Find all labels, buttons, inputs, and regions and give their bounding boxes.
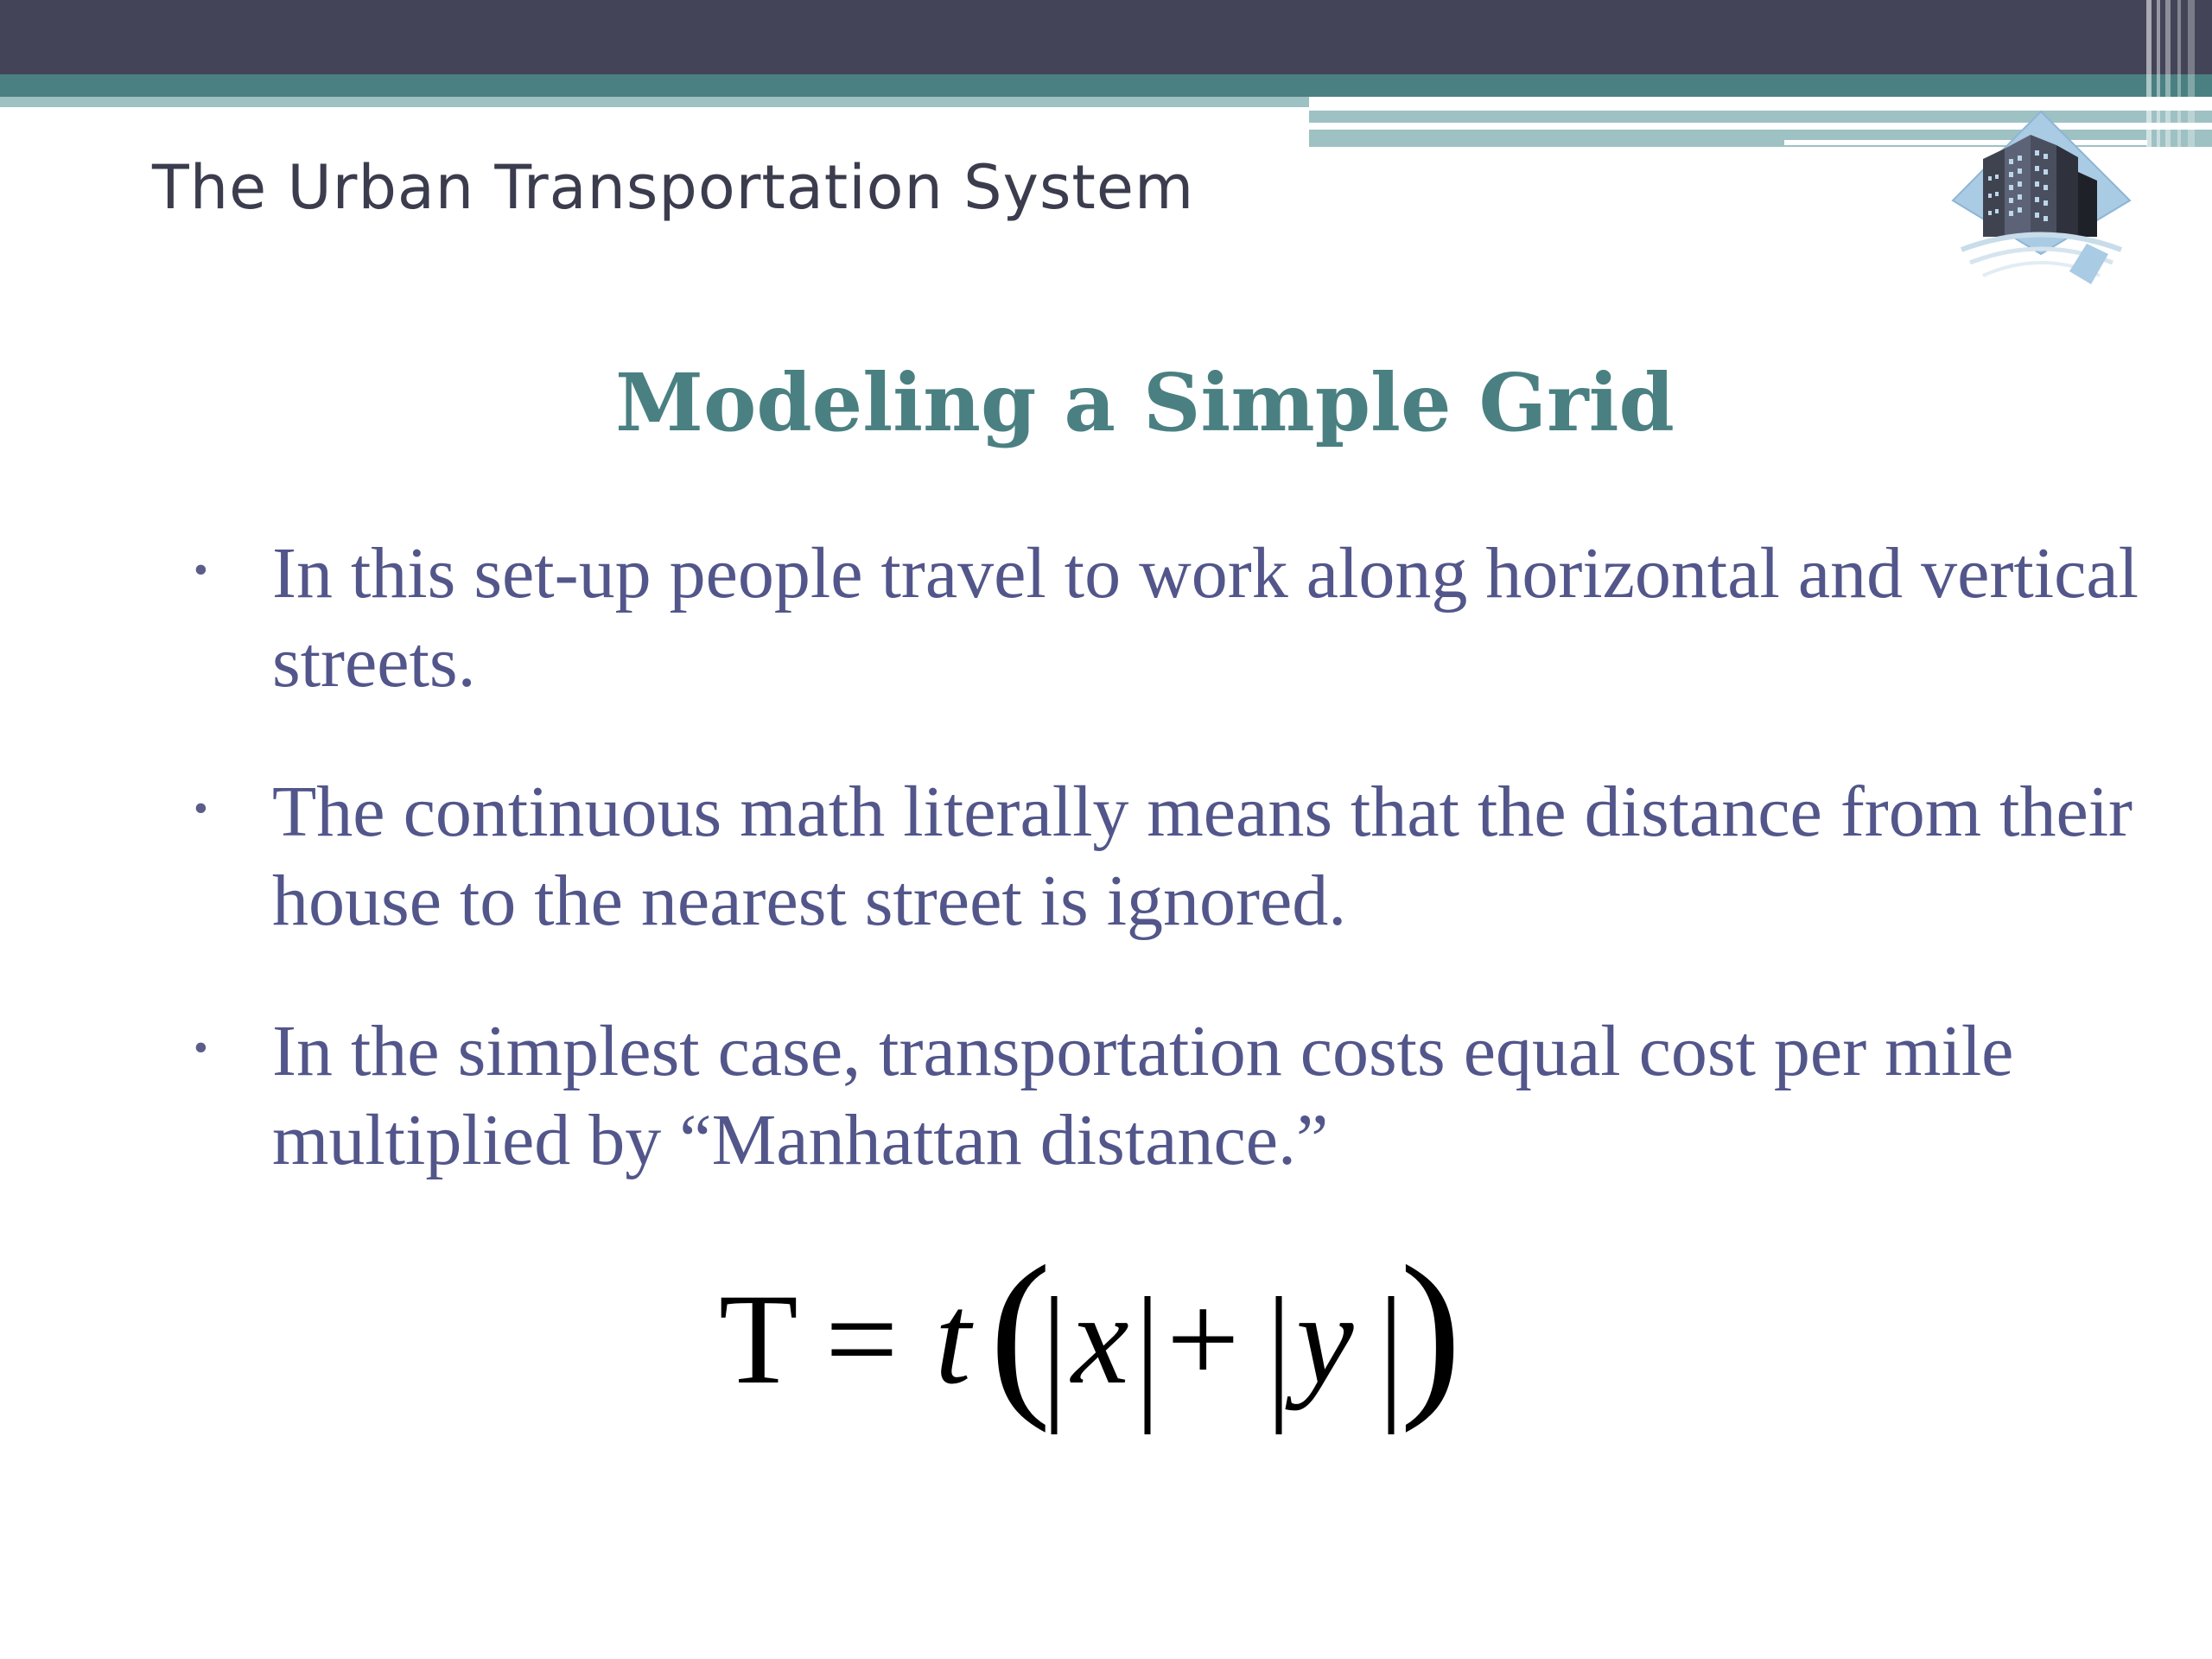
equation-lhs: T bbox=[719, 1268, 798, 1411]
bullet-icon: • bbox=[194, 785, 208, 831]
edge-stripe bbox=[2188, 0, 2195, 147]
edge-stripe bbox=[2165, 0, 2171, 147]
header-band-teal bbox=[0, 74, 2212, 97]
equation-var-y: y bbox=[1296, 1268, 1354, 1411]
bullet-text: In the simplest case, transportation costs equal cost per mile multiplied by “Manhattan distance.” bbox=[272, 1011, 2014, 1180]
equation-var-x: x bbox=[1071, 1268, 1129, 1411]
city-buildings-logo-icon bbox=[1948, 107, 2134, 297]
presentation-header: The Urban Transportation System bbox=[152, 152, 1195, 223]
equation-coefficient: t bbox=[935, 1268, 971, 1411]
edge-stripe bbox=[2146, 0, 2152, 147]
equation-close-paren: ) bbox=[1400, 1244, 1462, 1433]
header-band-dark bbox=[0, 0, 2212, 74]
slide-title: Modeling a Simple Grid bbox=[615, 356, 1675, 449]
edge-stripe bbox=[2157, 0, 2160, 147]
edge-stripe bbox=[2177, 0, 2181, 147]
equation-manhattan-cost bbox=[709, 1244, 1486, 1460]
bullet-icon: • bbox=[194, 1025, 208, 1071]
bullet-text: In this set-up people travel to work along horizontal and vertical streets. bbox=[272, 533, 2139, 702]
equation-equals: = bbox=[825, 1268, 899, 1411]
equation-open-paren: ( bbox=[989, 1244, 1052, 1433]
header-band-light-left bbox=[0, 97, 1309, 107]
equation-plus: + bbox=[1166, 1268, 1240, 1411]
bullet-text: The continuous math literally means that the distance from their house to the nearest street is ignored. bbox=[272, 772, 2133, 941]
bullet-icon: • bbox=[194, 547, 208, 593]
